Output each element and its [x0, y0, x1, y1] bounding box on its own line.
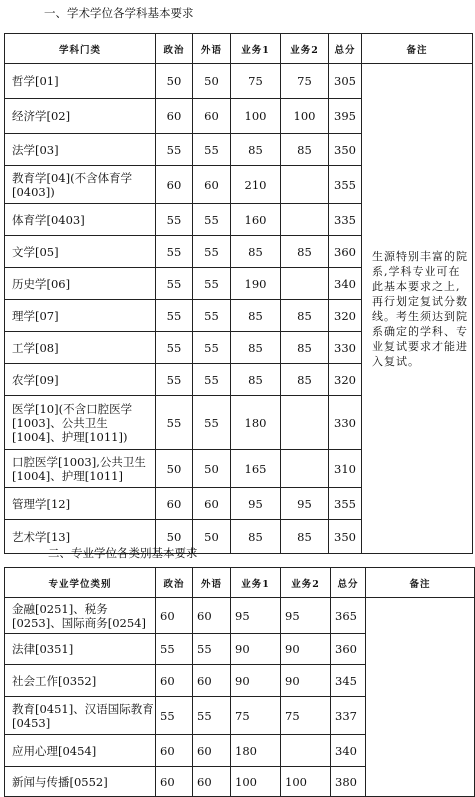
subject1-score: 75: [231, 697, 281, 735]
header-total: 总分: [331, 568, 366, 598]
language-score: 60: [193, 767, 231, 797]
table-header-row: [5, 568, 475, 598]
header-politics: 政治: [156, 568, 193, 598]
subject2-score: 75: [281, 64, 329, 99]
header-subject1: 业务1: [231, 34, 281, 64]
subject1-score: 95: [231, 488, 281, 520]
header-category: 专业学位类别: [5, 568, 156, 598]
politics-score: 55: [156, 236, 193, 268]
total-score: 305: [329, 64, 362, 99]
subject2-score: 100: [281, 99, 329, 134]
language-score: 50: [193, 64, 231, 99]
table-header-row: [5, 34, 473, 64]
politics-score: 55: [156, 300, 193, 332]
row-name: 管理学[12]: [5, 488, 156, 520]
header-total: 总分: [329, 34, 362, 64]
total-score: 330: [329, 332, 362, 364]
total-score: 350: [329, 520, 362, 554]
subject1-score: 85: [231, 364, 281, 396]
row-name: 金融[0251]、税务[0253]、国际商务[0254]: [5, 598, 156, 634]
politics-score: 60: [156, 166, 193, 204]
header-subject1: 业务1: [231, 568, 281, 598]
total-score: 320: [329, 300, 362, 332]
row-name: 教育学[04](不含体育学[0403]): [5, 166, 156, 204]
total-score: 310: [329, 450, 362, 488]
total-score: 340: [329, 268, 362, 300]
row-name: 社会工作[0352]: [5, 665, 156, 697]
politics-score: 60: [156, 767, 193, 797]
language-score: 55: [193, 396, 231, 450]
subject2-score: 85: [281, 520, 329, 554]
header-politics: 政治: [156, 34, 193, 64]
note-cell: 生源特别丰富的院系,学科专业可在此基本要求之上,再行划定复试分数线。考生须达到院系确定的学科、专业复试要求才能进入复试。: [362, 64, 473, 554]
language-score: 55: [193, 268, 231, 300]
section2-title: 二、专业学位各类别基本要求: [48, 546, 198, 560]
politics-score: 55: [156, 697, 193, 735]
total-score: 365: [331, 598, 366, 634]
language-score: 60: [193, 665, 231, 697]
politics-score: 55: [156, 268, 193, 300]
subject2-score: 90: [281, 665, 331, 697]
subject1-score: 85: [231, 520, 281, 554]
row-name: 工学[08]: [5, 332, 156, 364]
language-score: 60: [193, 598, 231, 634]
language-score: 55: [193, 236, 231, 268]
row-name: 新闻与传播[0552]: [5, 767, 156, 797]
table-row: [5, 64, 473, 99]
total-score: 337: [331, 697, 366, 735]
subject1-score: 75: [231, 64, 281, 99]
subject2-score: [281, 268, 329, 300]
language-score: 55: [193, 364, 231, 396]
header-language: 外语: [193, 568, 231, 598]
language-score: 55: [193, 634, 231, 665]
language-score: 55: [193, 300, 231, 332]
subject2-score: 100: [281, 767, 331, 797]
politics-score: 55: [156, 364, 193, 396]
row-name: 医学[10](不含口腔医学[1003]、公共卫生[1004]、护理[1011]): [5, 396, 156, 450]
total-score: 355: [329, 488, 362, 520]
subject2-score: 85: [281, 300, 329, 332]
subject1-score: 85: [231, 332, 281, 364]
row-name: 教育[0451]、汉语国际教育[0453]: [5, 697, 156, 735]
subject1-score: 90: [231, 634, 281, 665]
subject2-score: 90: [281, 634, 331, 665]
row-name: 艺术学[13]: [5, 520, 156, 554]
subject2-score: [281, 450, 329, 488]
subject2-score: 85: [281, 236, 329, 268]
subject1-score: 95: [231, 598, 281, 634]
table-row: [5, 598, 475, 634]
row-name: 应用心理[0454]: [5, 735, 156, 767]
row-name: 体育学[0403]: [5, 204, 156, 236]
professional-requirements-table: [4, 567, 475, 797]
subject1-score: 160: [231, 204, 281, 236]
total-score: 330: [329, 396, 362, 450]
subject2-score: 75: [281, 697, 331, 735]
politics-score: 55: [156, 396, 193, 450]
total-score: 355: [329, 166, 362, 204]
subject1-score: 85: [231, 300, 281, 332]
language-score: 60: [193, 488, 231, 520]
subject2-score: 95: [281, 488, 329, 520]
subject2-score: 95: [281, 598, 331, 634]
language-score: 60: [193, 99, 231, 134]
row-name: 经济学[02]: [5, 99, 156, 134]
language-score: 55: [193, 134, 231, 166]
subject1-score: 90: [231, 665, 281, 697]
header-note: 备注: [366, 568, 475, 598]
politics-score: 55: [156, 134, 193, 166]
politics-score: 60: [156, 99, 193, 134]
subject2-score: 85: [281, 364, 329, 396]
language-score: 55: [193, 697, 231, 735]
subject1-score: 100: [231, 99, 281, 134]
subject1-score: 210: [231, 166, 281, 204]
subject2-score: [281, 735, 331, 767]
subject1-score: 85: [231, 236, 281, 268]
row-name: 哲学[01]: [5, 64, 156, 99]
language-score: 50: [193, 450, 231, 488]
row-name: 法学[03]: [5, 134, 156, 166]
academic-requirements-table: [4, 33, 473, 554]
language-score: 60: [193, 166, 231, 204]
subject1-score: 85: [231, 134, 281, 166]
section1-title: 一、学术学位各学科基本要求: [44, 6, 194, 20]
row-name: 文学[05]: [5, 236, 156, 268]
language-score: 55: [193, 204, 231, 236]
politics-score: 55: [156, 634, 193, 665]
total-score: 345: [331, 665, 366, 697]
subject2-score: [281, 166, 329, 204]
header-subject2: 业务2: [281, 568, 331, 598]
note-cell: [366, 598, 475, 797]
language-score: 55: [193, 332, 231, 364]
row-name: 法律[0351]: [5, 634, 156, 665]
politics-score: 60: [156, 735, 193, 767]
total-score: 360: [331, 634, 366, 665]
row-name: 农学[09]: [5, 364, 156, 396]
header-language: 外语: [193, 34, 231, 64]
subject2-score: [281, 396, 329, 450]
politics-score: 55: [156, 332, 193, 364]
politics-score: 50: [156, 520, 193, 554]
subject1-score: 180: [231, 396, 281, 450]
subject1-score: 165: [231, 450, 281, 488]
total-score: 360: [329, 236, 362, 268]
total-score: 340: [331, 735, 366, 767]
politics-score: 60: [156, 488, 193, 520]
language-score: 50: [193, 520, 231, 554]
total-score: 350: [329, 134, 362, 166]
header-category: 学科门类: [5, 34, 156, 64]
politics-score: 55: [156, 204, 193, 236]
subject1-score: 180: [231, 735, 281, 767]
politics-score: 60: [156, 598, 193, 634]
row-name: 口腔医学[1003],公共卫生[1004]、护理[1011]: [5, 450, 156, 488]
politics-score: 50: [156, 64, 193, 99]
total-score: 320: [329, 364, 362, 396]
total-score: 380: [331, 767, 366, 797]
language-score: 60: [193, 735, 231, 767]
total-score: 395: [329, 99, 362, 134]
total-score: 335: [329, 204, 362, 236]
subject1-score: 100: [231, 767, 281, 797]
header-note: 备注: [362, 34, 473, 64]
politics-score: 60: [156, 665, 193, 697]
subject1-score: 190: [231, 268, 281, 300]
politics-score: 50: [156, 450, 193, 488]
subject2-score: 85: [281, 332, 329, 364]
row-name: 历史学[06]: [5, 268, 156, 300]
header-subject2: 业务2: [281, 34, 329, 64]
row-name: 理学[07]: [5, 300, 156, 332]
subject2-score: 85: [281, 134, 329, 166]
subject2-score: [281, 204, 329, 236]
